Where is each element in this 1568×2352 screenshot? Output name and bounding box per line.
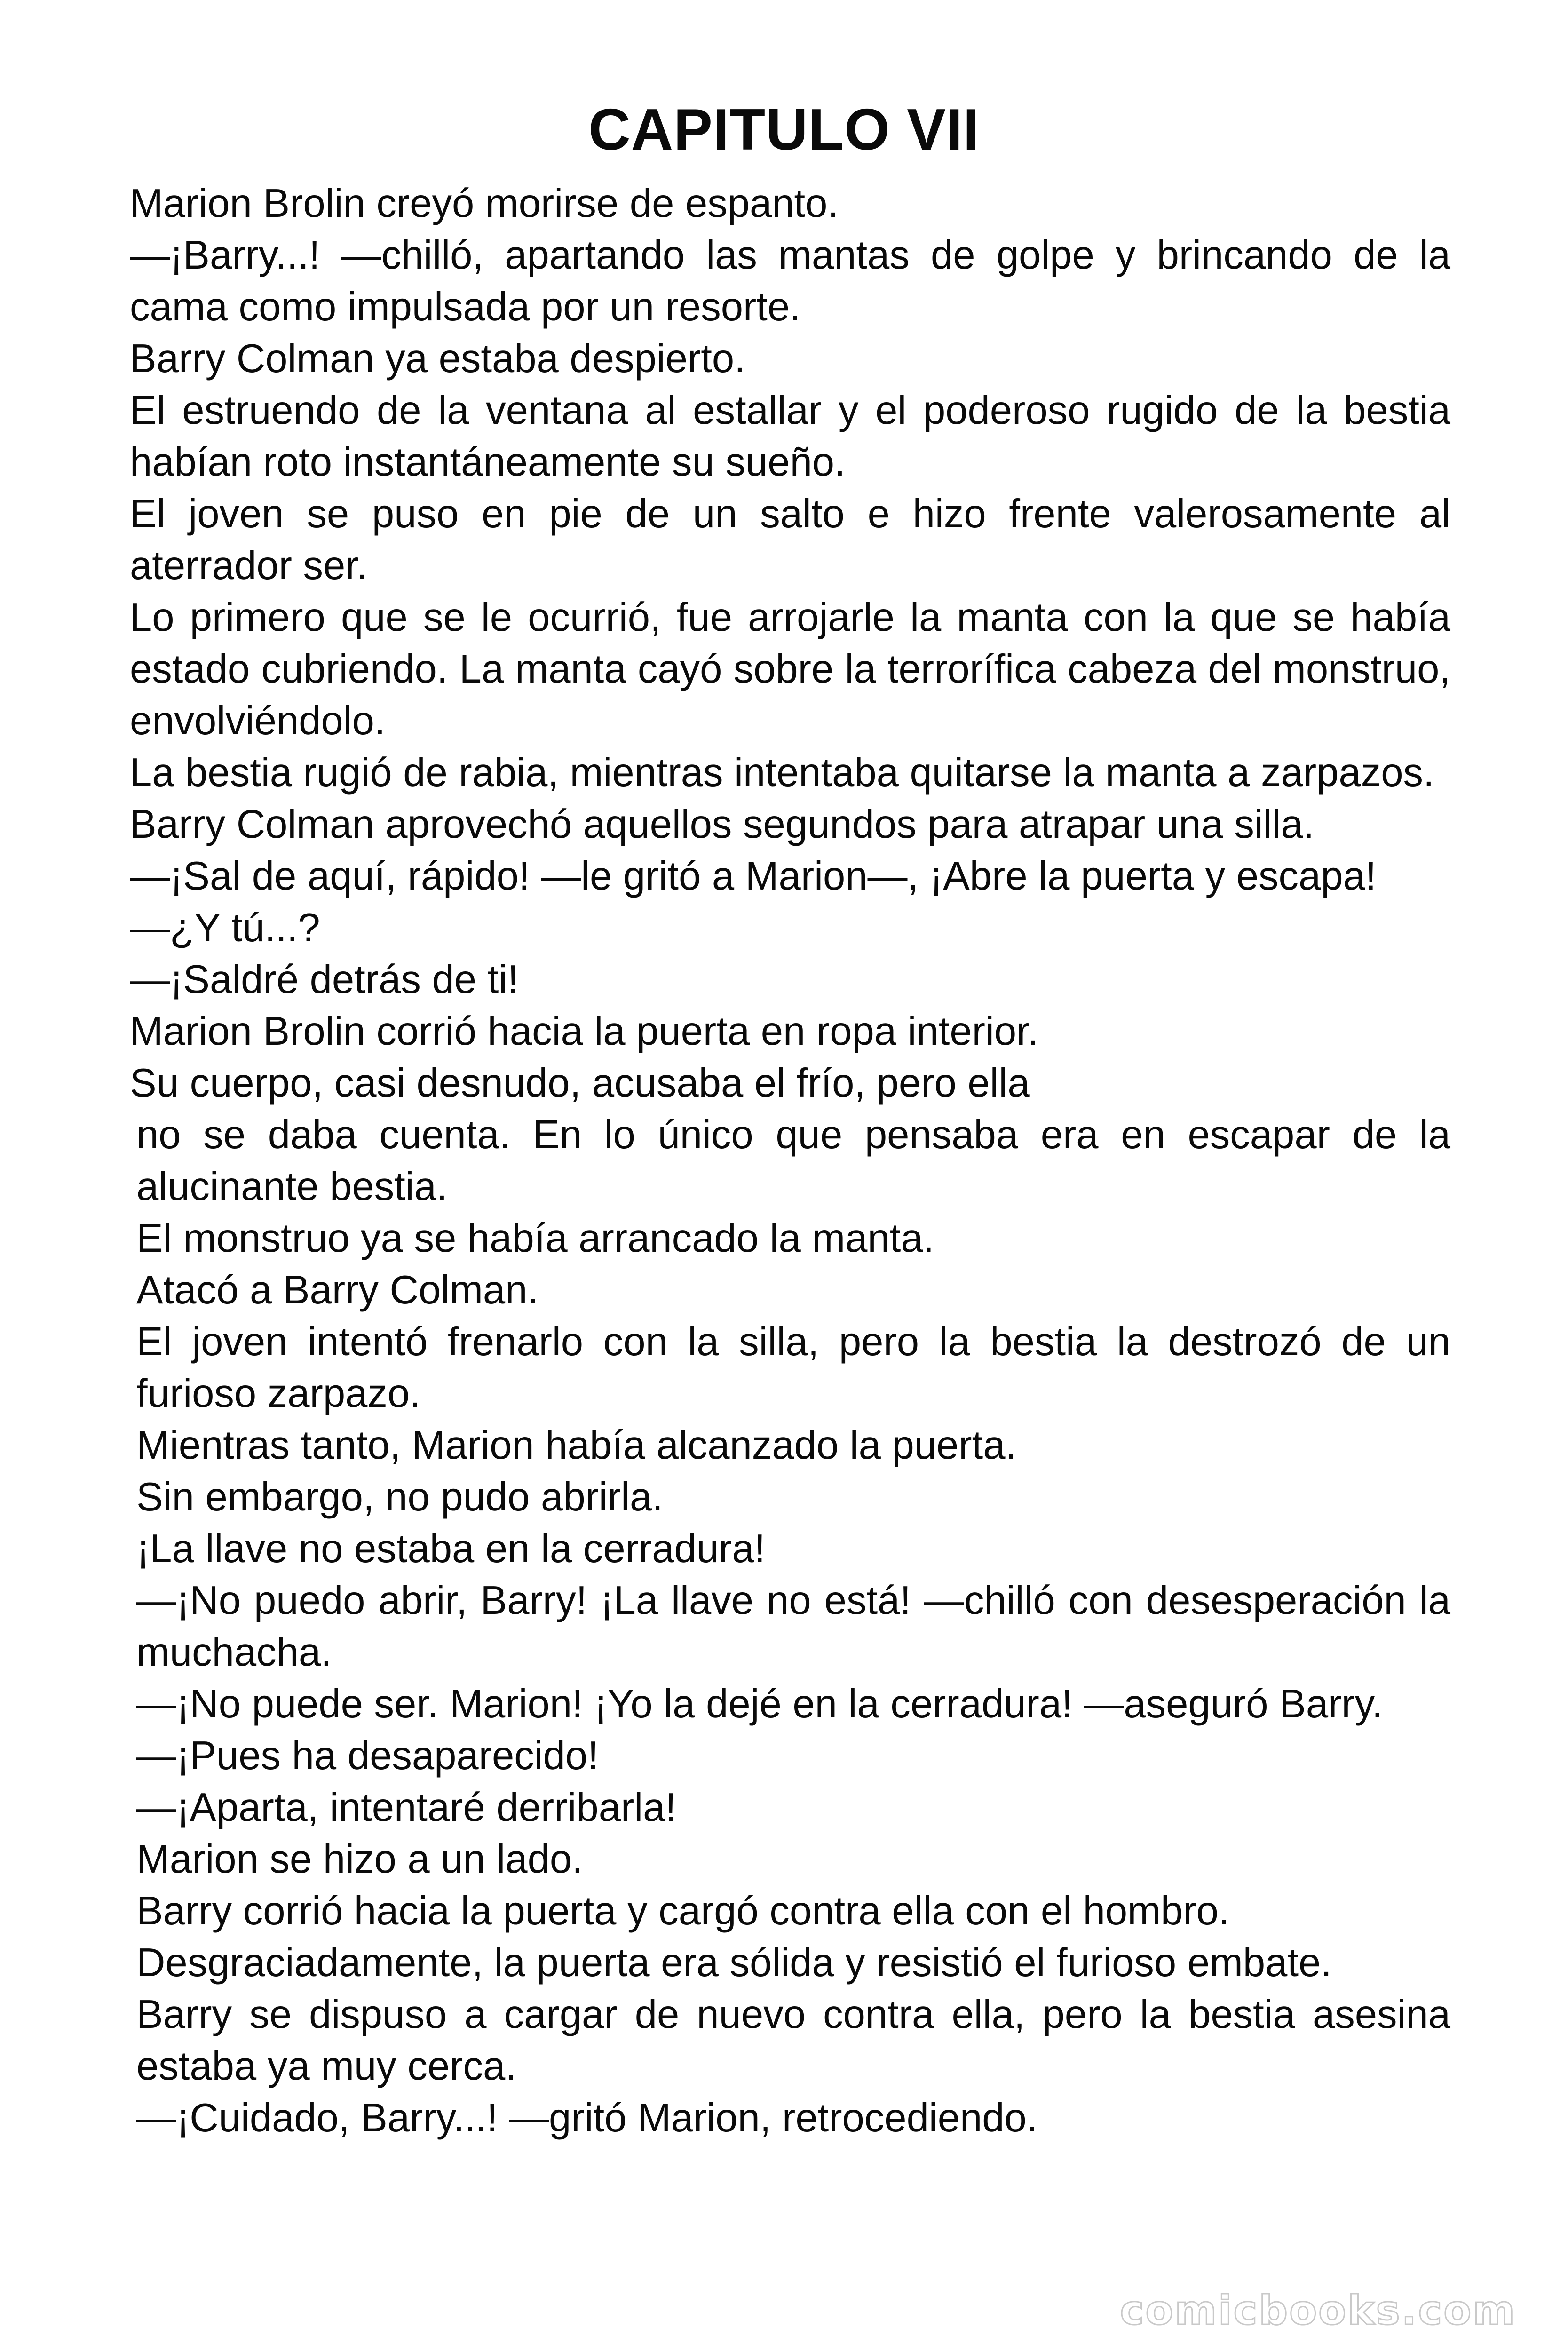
paragraph-23: —¡Pues ha desaparecido! bbox=[136, 1733, 599, 1778]
paragraph-19: Sin embargo, no pudo abrirla. bbox=[136, 1475, 663, 1519]
paragraph-24: —¡Aparta, intentaré derribarla! bbox=[136, 1785, 677, 1830]
chapter-body bbox=[130, 178, 1450, 2144]
paragraph-20: ¡La llave no estaba en la cerradura! bbox=[136, 1526, 766, 1571]
paragraph-13: Su cuerpo, casi desnudo, acusaba el frío, pero ella bbox=[130, 1061, 1030, 1105]
paragraph-7: La bestia rugió de rabia, mientras intentaba quitarse la manta a zarpazos. bbox=[130, 750, 1434, 795]
paragraph-4: El estruendo de la ventana al estallar y el poderoso rugido de la bestia habían roto instantáneamente su sueño. bbox=[130, 388, 1450, 485]
paragraph-3: Barry Colman ya estaba despierto. bbox=[130, 336, 745, 381]
paragraph-10: —¿Y tú...? bbox=[130, 906, 320, 950]
paragraph-29: —¡Cuidado, Barry...! —gritó Marion, retrocediendo. bbox=[136, 2096, 1038, 2140]
paragraph-11: —¡Saldré detrás de ti! bbox=[130, 957, 519, 1002]
paragraph-9: —¡Sal de aquí, rápido! —le gritó a Marion—, ¡Abre la puerta y escapa! bbox=[130, 854, 1377, 898]
paragraph-21: —¡No puedo abrir, Barry! ¡La llave no está! —chilló con desesperación la muchacha. bbox=[136, 1578, 1450, 1675]
paragraph-27: Desgraciadamente, la puerta era sólida y resistió el furioso embate. bbox=[136, 1940, 1332, 1985]
paragraph-14: no se daba cuenta. En lo único que pensaba era en escapar de la alucinante bestia. bbox=[136, 1112, 1450, 1209]
paragraph-2: —¡Barry...! —chilló, apartando las mantas de golpe y brincando de la cama como impulsada por un resorte. bbox=[130, 233, 1450, 329]
site-watermark: comicbooks.com bbox=[1120, 2287, 1516, 2334]
paragraph-17: El joven intentó frenarlo con la silla, pero la bestia la destrozó de un furioso zarpazo. bbox=[136, 1319, 1450, 1416]
paragraph-18: Mientras tanto, Marion había alcanzado la puerta. bbox=[136, 1423, 1017, 1468]
paragraph-28: Barry se dispuso a cargar de nuevo contra ella, pero la bestia asesina estaba ya muy cerca. bbox=[136, 1992, 1450, 2089]
paragraph-12: Marion Brolin corrió hacia la puerta en ropa interior. bbox=[130, 1009, 1039, 1054]
paragraph-25: Marion se hizo a un lado. bbox=[136, 1837, 583, 1882]
paragraph-26: Barry corrió hacia la puerta y cargó contra ella con el hombro. bbox=[136, 1889, 1230, 1933]
paragraph-8: Barry Colman aprovechó aquellos segundos para atrapar una silla. bbox=[130, 802, 1315, 847]
paragraph-16: Atacó a Barry Colman. bbox=[136, 1268, 539, 1312]
paragraph-5: El joven se puso en pie de un salto e hizo frente valerosamente al aterrador ser. bbox=[130, 492, 1450, 588]
paragraph-15: El monstruo ya se había arrancado la manta. bbox=[136, 1216, 934, 1261]
paragraph-6: Lo primero que se le ocurrió, fue arrojarle la manta con la que se había estado cubriendo. La manta cayó sobre la terrorífica cabeza del monstruo, envolviéndolo. bbox=[130, 595, 1450, 743]
paragraph-22: —¡No puede ser. Marion! ¡Yo la dejé en la cerradura! —aseguró Barry. bbox=[136, 1682, 1383, 1726]
chapter-title: CAPITULO VII bbox=[588, 97, 980, 163]
paragraph-1: Marion Brolin creyó morirse de espanto. bbox=[130, 181, 839, 226]
